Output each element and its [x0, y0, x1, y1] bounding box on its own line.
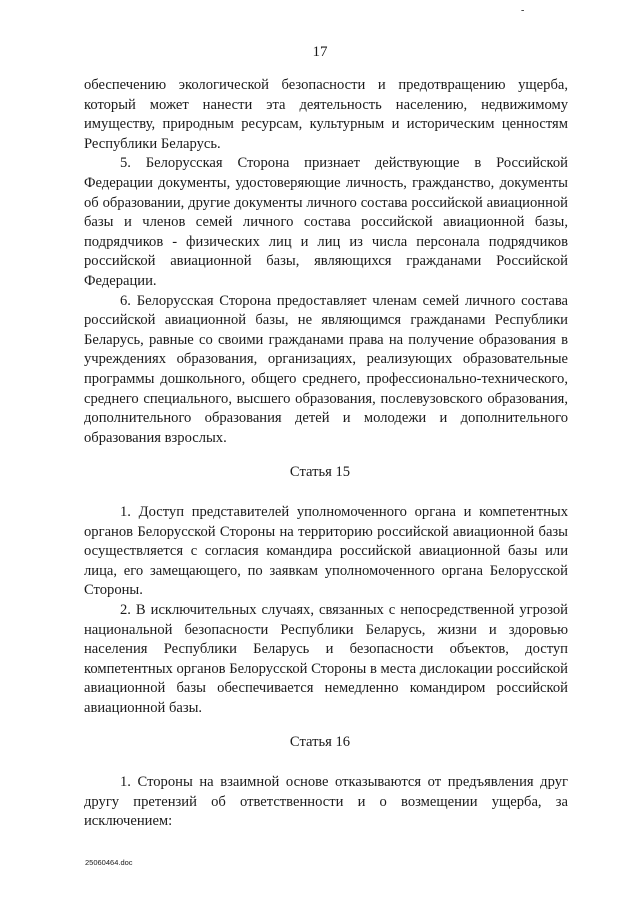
- paragraph-6: 6. Белорусская Сторона предоставляет членам семей личного состава российской авиационной базы, не являющимся гражданами Республики Беларусь, равные со своими гражданами права на получение образования в учреждениях образования, организациях, реализующих образовательные программы дошкольного, общего среднего, профессионально-технического, среднего специального, высшего образования, послевузовского образования, дополнительного образования детей и молодежи и дополнительного образования взрослых.: [84, 292, 568, 446]
- article-15-paragraph-1: 1. Доступ представителей уполномоченного органа и компетентных органов Белорусской Стороны на территорию российской авиационной базы осуществляется с согласия командира российской авиационной базы или лица, его замещающего, по заявкам уполномоченного органа Белорусской Стороны.: [84, 504, 568, 599]
- body-block-1: [84, 76, 568, 448]
- article-16-heading: Статья 16: [289, 734, 351, 750]
- article-15-heading: Статья 15: [289, 464, 351, 480]
- page-number: 17: [312, 44, 328, 60]
- footer-filename: 25060464.doc: [85, 858, 133, 867]
- paragraph-continuation: обеспечению экологической безопасности и предотвращению ущерба, который может нанести эта деятельность населению, недвижимому имуществу, природным ресурсам, культурным и историческим ценностям Республики Беларусь.: [84, 77, 568, 152]
- article-16-body: [84, 773, 568, 832]
- article-15-body: [84, 503, 568, 719]
- article-15-paragraph-2: 2. В исключительных случаях, связанных с непосредственной угрозой национальной безопасности Республики Беларусь, жизни и здоровью населения Республики Беларусь и безопасности объектов, доступ компетентных органов Белорусской Стороны в места дислокации российской авиационной базы обеспечивается немедленно командиром российской авиационной базы.: [84, 601, 568, 716]
- paragraph-5: 5. Белорусская Сторона признает действующие в Российской Федерации документы, удостоверяющие личность, гражданство, документы об образовании, другие документы личного состава российской авиационной базы и членов семей личного состава российской авиационной базы, подрядчиков - физических лиц и лиц из числа персонала подрядчиков российской авиационной базы, являющихся гражданами Российской Федерации.: [84, 155, 568, 289]
- corner-mark: -: [521, 5, 525, 16]
- article-16-paragraph-1: 1. Стороны на взаимной основе отказываются от предъявления друг другу претензий об ответственности и о возмещении ущерба, за исключением:: [84, 774, 568, 830]
